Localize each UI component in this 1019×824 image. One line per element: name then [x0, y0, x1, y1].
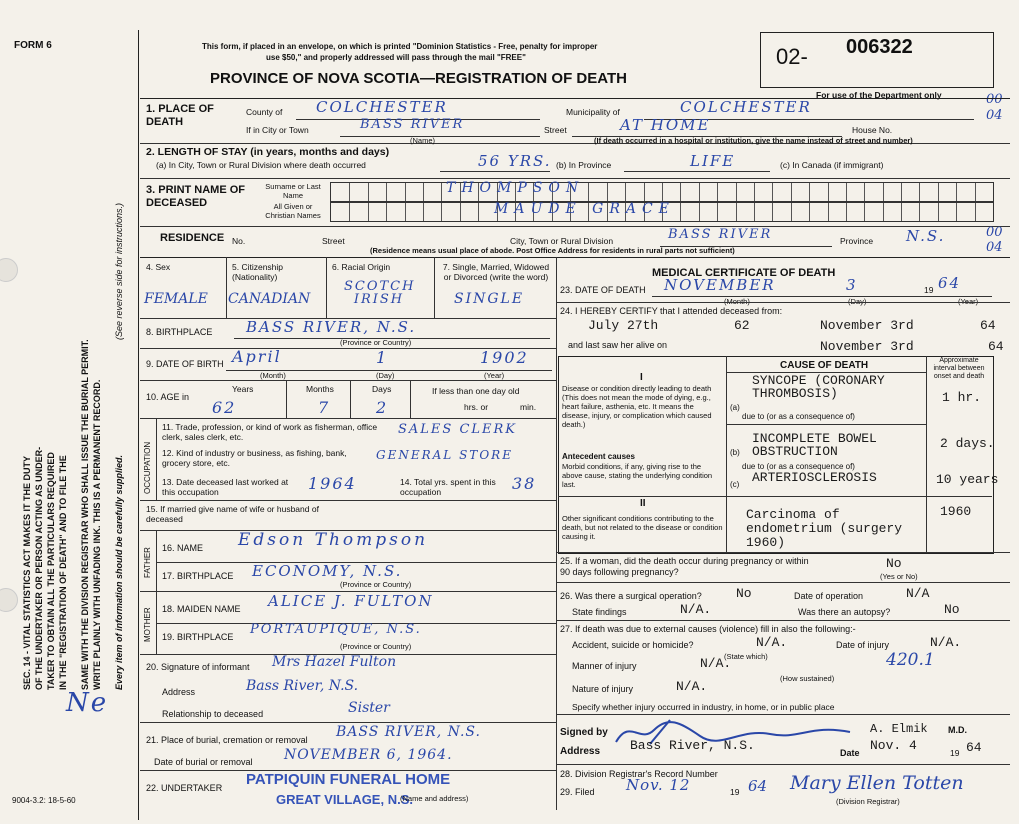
attended-to-year: 64	[980, 318, 996, 333]
date-injury-label: Date of injury	[836, 640, 890, 650]
min-label: min.	[520, 402, 537, 412]
underline	[340, 136, 540, 137]
yes-no-hint: (Yes or No)	[880, 572, 918, 581]
nature-value: N/A.	[676, 679, 708, 694]
disease-directly-label: Disease or condition directly leading to death (This does not mean the mode of dying, e.g., heart failure, asthenia, etc. It means the disease, injury, or complication which caused death.)	[562, 384, 712, 429]
row-rule	[726, 424, 926, 425]
due-to-a-label: due to (or as a consequence of)	[742, 412, 855, 421]
grid-cell-divider	[754, 183, 755, 201]
row-rule	[558, 496, 992, 497]
years-label: Years	[232, 384, 254, 394]
grid-cell-divider	[883, 203, 884, 221]
year-19: 19	[950, 748, 960, 758]
grid-cell-divider	[901, 203, 902, 221]
house-no-label: House No.	[852, 125, 893, 135]
grid-cell-divider	[717, 203, 718, 221]
grid-cell-divider	[423, 183, 424, 201]
cause-b-interval: 2 days.	[940, 436, 995, 451]
grid-cell-divider	[919, 183, 920, 201]
city-town-value: BASS RIVER	[360, 117, 465, 132]
grid-cell-divider	[717, 183, 718, 201]
envelope-note-1: This form, if placed in an envelope, on which is printed "Dominion Statistics - Free, penalty for improper	[202, 42, 598, 51]
envelope-note-2: use $50," and properly addressed will pass through the mail "FREE"	[266, 53, 526, 62]
accident-label: Accident, suicide or homicide?	[572, 640, 694, 650]
other-conditions-value: Carcinoma of endometrium (surgery 1960)	[746, 507, 903, 550]
dept-code: 04	[986, 240, 1003, 255]
cause-a-interval: 1 hr.	[942, 390, 982, 405]
surgery-value: No	[736, 586, 752, 601]
grid-cell-divider	[662, 183, 663, 201]
dob-day-value: 1	[376, 348, 389, 367]
registration-prefix: 02-	[776, 44, 808, 69]
col-rule	[286, 380, 287, 418]
undertaker-stamp-line-2: GREAT VILLAGE, N.S.	[276, 792, 413, 807]
last-saw-value: November 3rd	[820, 339, 914, 354]
length-of-stay-label: 2. LENGTH OF STAY (in years, months and days)	[146, 146, 390, 158]
occ-14-value: 38	[512, 474, 537, 493]
relationship-label: Relationship to deceased	[162, 709, 264, 719]
grid-cell-divider	[772, 203, 773, 221]
burial-date-label: Date of burial or removal	[154, 757, 253, 767]
stay-b-value: LIFE	[690, 152, 736, 170]
col-rule	[226, 257, 227, 318]
grid-cell-divider	[809, 203, 810, 221]
birthplace-hint: (Province or Country)	[340, 338, 412, 347]
grid-cell-divider	[809, 183, 810, 201]
informant-label: 20. Signature of informant	[146, 662, 250, 672]
col-rule	[326, 257, 327, 318]
father-name-value: Edson Thompson	[238, 530, 429, 550]
autopsy-value: No	[944, 602, 960, 617]
certify-label: 24. I HEREBY CERTIFY that I attended deceased from:	[560, 306, 783, 316]
grid-cell-divider	[405, 183, 406, 201]
undertaker-stamp-line-1: PATPIQUIN FUNERAL HOME	[246, 771, 451, 788]
grid-cell-divider	[975, 203, 976, 221]
occ-13-label: 13. Date deceased last worked at this occupation	[162, 477, 289, 497]
pregnancy-label: 25. If a woman, did the death occur during pregnancy or within 90 days following pregnancy?	[560, 556, 809, 577]
father-name-label: 16. NAME	[162, 543, 204, 553]
burial-date-value: NOVEMBER 6, 1964.	[284, 747, 453, 763]
father-tab: FATHER	[143, 547, 152, 578]
residence-city-value: BASS RIVER	[668, 227, 773, 242]
grid-cell-divider	[405, 203, 406, 221]
grid-cell-divider	[644, 183, 645, 201]
column-divider	[556, 257, 557, 810]
row-rule	[556, 302, 1010, 303]
external-causes-label: 27. If death was due to external causes (violence) fill in also the following:-	[560, 624, 856, 634]
prov-country-hint: (Province or Country)	[340, 642, 412, 651]
grid-cell-divider	[349, 203, 350, 221]
underline	[440, 171, 550, 172]
state-which-hint: (State which)	[724, 652, 768, 661]
relationship-value: Sister	[348, 700, 390, 716]
occ-14-label: 14. Total yrs. spent in this occupation	[400, 477, 496, 497]
row-rule	[556, 552, 1010, 553]
grid-cell-divider	[680, 183, 681, 201]
sig-date-label: Date	[840, 748, 860, 758]
residence-no-label: No.	[232, 236, 246, 246]
law-text-4: IN THE "REGISTRATION OF DEATH" AND TO FILE THE	[58, 455, 68, 690]
manner-code: 420.1	[886, 650, 935, 670]
section-rule	[140, 98, 1010, 99]
cause-c-interval: 10 years	[936, 472, 999, 487]
grid-cell-divider	[460, 203, 461, 221]
law-text-1: SEC. 14 - VITAL STATISTICS ACT MAKES IT THE DUTY	[22, 455, 32, 690]
grid-cell-divider	[901, 183, 902, 201]
dept-code: 00	[986, 225, 1003, 240]
grid-cell-divider	[938, 203, 939, 221]
grid-cell-divider	[864, 183, 865, 201]
law-text-5: SAME WITH THE DIVISION REGISTRAR WHO SHALL ISSUE THE BURIAL PERMIT.	[80, 339, 90, 690]
registrar-signature: Mary Ellen Totten	[790, 772, 964, 794]
col-rule	[434, 257, 435, 318]
residence-note: (Residence means usual place of abode. Post Office Address for residents in rural parts not sufficient)	[370, 246, 735, 255]
other-conditions-interval: 1960	[940, 504, 972, 519]
death-year-value: 64	[938, 274, 962, 292]
street-label: Street	[544, 125, 567, 135]
burial-place-value: BASS RIVER, N.S.	[336, 724, 481, 740]
grid-cell-divider	[772, 183, 773, 201]
registration-number: 006322	[846, 36, 913, 58]
row-rule	[140, 722, 556, 723]
row-rule	[140, 418, 556, 419]
dob-year-value: 1902	[480, 348, 529, 367]
informant-value: Mrs Hazel Fulton	[272, 654, 397, 670]
burial-place-label: 21. Place of burial, cremation or removal	[146, 735, 308, 745]
age-years-value: 62	[212, 398, 237, 417]
dob-month-value: April	[232, 347, 282, 366]
grid-cell-divider	[680, 203, 681, 221]
signed-by-value: A. Elmik	[870, 722, 928, 736]
part-I-label: I	[640, 372, 643, 383]
father-birthplace-value: ECONOMY, N.S.	[252, 562, 403, 580]
year-19: 19	[730, 787, 740, 797]
findings-value: N/A.	[680, 602, 712, 617]
residence-province-label: Province	[840, 236, 874, 246]
division-registrar-hint: (Division Registrar)	[836, 797, 900, 806]
md-label: M.D.	[948, 725, 967, 735]
grid-cell-divider	[975, 183, 976, 201]
grid-cell-divider	[368, 203, 369, 221]
death-month-value: NOVEMBER	[664, 276, 776, 294]
carefully-supplied-note: Every item of information should be carefully supplied.	[114, 454, 124, 690]
last-saw-year: 64	[988, 339, 1004, 354]
grid-cell-divider	[864, 203, 865, 221]
mother-birthplace-value: PORTAUPIQUE, N.S.	[250, 622, 422, 637]
grid-cell-divider	[791, 203, 792, 221]
occ-11-value: SALES CLERK	[398, 422, 518, 437]
municipality-value: COLCHESTER	[680, 98, 812, 116]
occupation-tab: OCCUPATION	[143, 441, 152, 494]
col-rule	[410, 380, 411, 418]
occ-11-label: 11. Trade, profession, or kind of work as fisherman, office clerk, sales clerk, etc.	[162, 422, 378, 442]
law-text-3: TAKER TO OBTAIN ALL THE PARTICULARS REQUIRED	[46, 452, 56, 690]
grid-cell-divider	[699, 203, 700, 221]
hospital-note: (If death occurred in a hospital or institution, give the name instead of street and number)	[594, 136, 913, 145]
row-rule	[140, 380, 556, 381]
state-findings-label: State findings	[572, 607, 627, 617]
birthplace-value: BASS RIVER, N.S.	[246, 318, 417, 336]
day-hint: (Day)	[376, 371, 395, 380]
grid-cell-divider	[441, 183, 442, 201]
margin-rule	[138, 30, 139, 820]
due-to-b-label: due to (or as a consequence of)	[742, 462, 855, 471]
racial-origin-label: 6. Racial Origin	[332, 262, 391, 272]
section-rule	[140, 257, 1010, 258]
mother-maiden-value: ALICE J. FULTON	[268, 592, 434, 610]
date-injury-value: N/A.	[930, 635, 962, 650]
day-hint: (Day)	[848, 297, 867, 306]
surname-value: THOMPSON	[446, 180, 585, 196]
grid-cell-divider	[883, 183, 884, 201]
part-II-label: II	[640, 498, 646, 509]
municipality-label: Municipality of	[566, 107, 620, 117]
mother-maiden-label: 18. MAIDEN NAME	[162, 604, 241, 614]
birthplace-label: 8. BIRTHPLACE	[146, 327, 213, 337]
marital-label: 7. Single, Married, Widowed or Divorced (write the word)	[442, 262, 550, 282]
less-than-day-label: If less than one day old	[432, 386, 520, 396]
cause-c-value: ARTERIOSCLEROSIS	[752, 470, 877, 485]
month-hint: (Month)	[724, 297, 750, 306]
form-code: 9004-3.2: 18-5-60	[12, 796, 76, 805]
street-value: AT HOME	[620, 116, 711, 134]
stay-a-label: (a) In City, Town or Rural Division where death occurred	[156, 160, 366, 170]
age-days-value: 2	[376, 398, 389, 417]
hrs-label: hrs. or	[464, 402, 489, 412]
punch-hole	[0, 258, 18, 282]
specify-label: Specify whether injury occurred in industry, in home, or in public place	[572, 702, 835, 712]
grid-cell-divider	[919, 203, 920, 221]
cause-c-marker: (c)	[730, 480, 740, 489]
undertaker-label: 22. UNDERTAKER	[146, 783, 223, 793]
row-rule	[556, 620, 1010, 621]
dob-label: 9. DATE OF BIRTH	[146, 359, 224, 369]
cause-b-value: INCOMPLETE BOWEL OBSTRUCTION	[752, 431, 877, 459]
punch-hole	[0, 588, 18, 612]
date-operation-value: N/A	[906, 586, 930, 601]
clerk-initials: Ne	[66, 688, 109, 718]
nature-label: Nature of injury	[572, 684, 634, 694]
father-birthplace-label: 17. BIRTHPLACE	[162, 571, 234, 581]
grid-cell-divider	[478, 203, 479, 221]
col-rule	[156, 530, 157, 654]
interval-header: Approximate interval between onset and death	[933, 357, 985, 380]
section-rule	[140, 178, 1010, 179]
days-label: Days	[372, 384, 392, 394]
name-address-hint: (Name and address)	[400, 794, 469, 803]
grid-cell-divider	[956, 203, 957, 221]
how-sustained-hint: (How sustained)	[780, 674, 835, 683]
grid-cell-divider	[736, 183, 737, 201]
surname-grid	[330, 182, 994, 202]
grid-cell-divider	[828, 183, 829, 201]
col-rule	[156, 418, 157, 500]
date-of-death-label: 23. DATE OF DEATH	[560, 285, 646, 295]
informant-address-label: Address	[162, 687, 196, 697]
city-town-label: If in City or Town	[246, 125, 309, 135]
filed-year-value: 64	[748, 777, 768, 795]
grid-cell-divider	[846, 203, 847, 221]
citizenship-label: 5. Citizenship (Nationality)	[232, 262, 284, 282]
grid-cell-divider	[754, 203, 755, 221]
age-label: 10. AGE in	[146, 392, 190, 402]
months-label: Months	[306, 384, 334, 394]
antecedent-detail: Morbid conditions, if any, giving rise to the above cause, stating the underlying condition last.	[562, 462, 713, 489]
row-rule	[556, 764, 1010, 765]
grid-cell-divider	[386, 183, 387, 201]
row-rule	[140, 500, 556, 501]
filed-date-value: Nov. 12	[626, 776, 691, 794]
attended-from-year: 62	[734, 318, 750, 333]
given-names-label: All Given or Christian Names	[265, 202, 321, 220]
county-label: County of	[246, 107, 283, 117]
grid-cell-divider	[368, 183, 369, 201]
cause-header: CAUSE OF DEATH	[780, 360, 869, 371]
stay-a-value: 56 YRS.	[478, 152, 552, 170]
sex-label: 4. Sex	[146, 262, 171, 272]
form-number: FORM 6	[14, 40, 52, 51]
underline	[624, 171, 770, 172]
occ-13-value: 1964	[308, 474, 357, 493]
mother-tab: MOTHER	[143, 607, 152, 642]
sex-value: FEMALE	[144, 291, 208, 307]
saw-alive-label: and last saw her alive on	[568, 340, 668, 350]
stay-b-label: (b) In Province	[556, 160, 612, 170]
pregnancy-value: No	[886, 556, 902, 571]
form-title: PROVINCE OF NOVA SCOTIA—REGISTRATION OF DEATH	[210, 70, 627, 87]
manner-label: Manner of injury	[572, 661, 637, 671]
given-names-value: MAUDE GRACE	[494, 201, 675, 217]
death-day-value: 3	[846, 276, 858, 294]
name-hint: (Name)	[410, 136, 436, 145]
cause-a-value: SYNCOPE (CORONARY THROMBOSIS)	[752, 373, 885, 401]
grid-cell-divider	[588, 183, 589, 201]
cause-a-marker: (a)	[730, 403, 740, 412]
instructions-note: (See reverse side for instructions.)	[114, 202, 124, 340]
grid-cell-divider	[625, 183, 626, 201]
cause-b-marker: (b)	[730, 448, 740, 457]
year-19: 19	[924, 285, 934, 295]
informant-address-value: Bass River, N.S.	[246, 678, 359, 694]
signed-by-label: Signed by	[560, 727, 608, 738]
antecedent-label: Antecedent causes	[562, 452, 635, 461]
law-text-2: OF THE UNDERTAKER OR PERSON ACTING AS UNDER-	[34, 446, 44, 690]
occ-12-value: GENERAL STORE	[376, 448, 513, 462]
sig-year-value: 64	[966, 740, 982, 755]
grid-cell-divider	[386, 203, 387, 221]
grid-cell-divider	[956, 183, 957, 201]
mother-birthplace-label: 19. BIRTHPLACE	[162, 632, 234, 642]
racial-origin-value: SCOTCH IRISH	[344, 279, 416, 307]
grid-cell-divider	[938, 183, 939, 201]
marital-value: SINGLE	[454, 291, 525, 307]
other-conditions-label: Other significant conditions contributing to the death, but not related to the disease or condition causing it.	[562, 514, 723, 541]
citizenship-value: CANADIAN	[228, 291, 311, 307]
surname-label: Surname or Last Name	[265, 182, 321, 200]
residence-city-label: City, Town or Rural Division	[510, 236, 614, 246]
stay-c-label: (c) In Canada (if immigrant)	[780, 160, 884, 170]
age-months-value: 7	[318, 398, 331, 417]
accident-value: N/A.	[756, 635, 788, 650]
place-of-death-label: 1. PLACE OF DEATH	[146, 103, 214, 128]
grid-cell-divider	[846, 183, 847, 201]
section-rule	[140, 226, 1010, 227]
dept-code: 00	[986, 92, 1003, 107]
residence-street-label: Street	[322, 236, 345, 246]
attended-from-value: July 27th	[588, 318, 659, 333]
print-name-label: 3. PRINT NAME OF DECEASED	[146, 184, 246, 209]
occ-12-label: 12. Kind of industry or business, as fishing, bank, grocery store, etc.	[162, 448, 347, 468]
year-hint: (Year)	[484, 371, 505, 380]
filed-label: 29. Filed	[560, 787, 595, 797]
attended-to-value: November 3rd	[820, 318, 914, 333]
spouse-label: 15. If married give name of wife or husband of deceased	[146, 504, 319, 524]
grid-cell-divider	[791, 183, 792, 201]
medical-certificate-title: MEDICAL CERTIFICATE OF DEATH	[652, 267, 836, 279]
col-rule	[726, 356, 727, 552]
col-rule	[350, 380, 351, 418]
grid-cell-divider	[607, 183, 608, 201]
grid-cell-divider	[699, 183, 700, 201]
manner-value: N/A.	[700, 656, 732, 671]
residence-province-value: N.S.	[906, 227, 946, 245]
residence-label: RESIDENCE	[160, 232, 225, 244]
registrar-record-label: 28. Division Registrar's Record Number	[560, 769, 718, 779]
law-text-6: WRITE PLAINLY WITH UNFADING INK. THIS IS A PERMANENT RECORD.	[92, 379, 102, 690]
sig-address-label: Address	[560, 746, 601, 757]
month-hint: (Month)	[260, 371, 286, 380]
dept-code: 04	[986, 108, 1003, 123]
grid-cell-divider	[736, 203, 737, 221]
year-hint: (Year)	[958, 297, 979, 306]
date-operation-label: Date of operation	[794, 591, 864, 601]
surgery-label: 26. Was there a surgical operation?	[560, 591, 702, 601]
row-rule	[556, 582, 1010, 583]
grid-cell-divider	[423, 203, 424, 221]
underline	[652, 296, 992, 297]
prov-country-hint: (Province or Country)	[340, 580, 412, 589]
grid-cell-divider	[441, 203, 442, 221]
county-value: COLCHESTER	[316, 98, 448, 116]
sig-address-value: Bass River, N.S.	[630, 738, 755, 753]
dept-use-label: For use of the Department only	[816, 90, 942, 100]
sig-date-value: Nov. 4	[870, 738, 917, 753]
autopsy-label: Was there an autopsy?	[798, 607, 891, 617]
grid-cell-divider	[349, 183, 350, 201]
grid-cell-divider	[828, 203, 829, 221]
